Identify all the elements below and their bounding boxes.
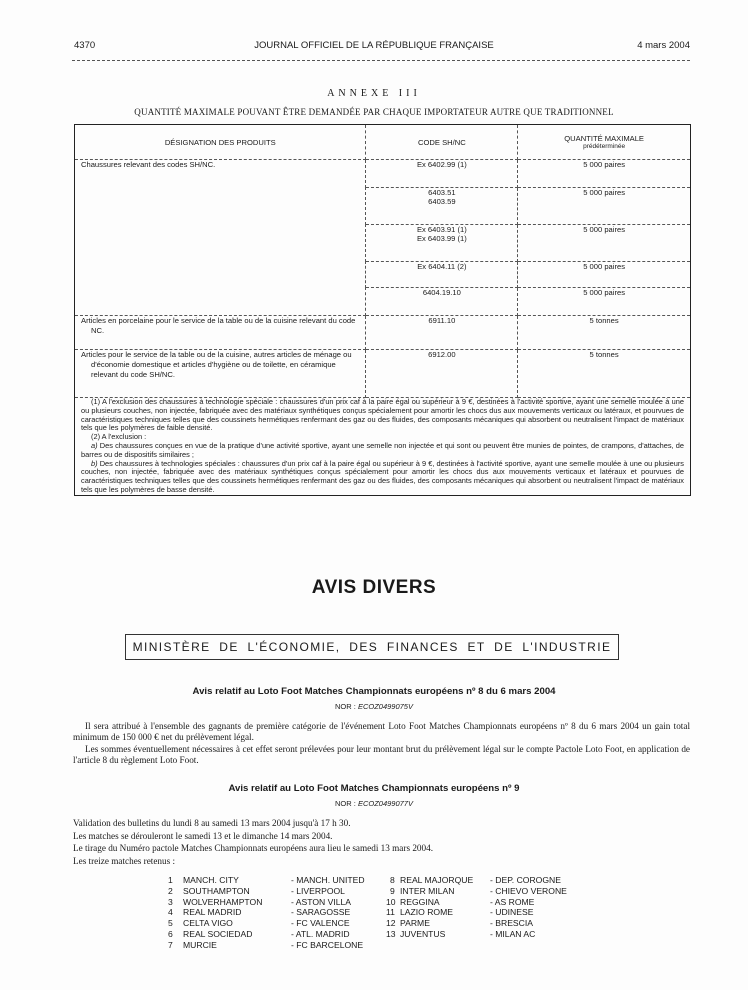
- annex-title: ANNEXE III: [327, 88, 421, 99]
- header-quantity: [518, 125, 691, 160]
- match-away-team: - FC BARCELONE: [291, 939, 364, 950]
- match-number: 3: [168, 896, 173, 907]
- code-cell: 6911.10: [366, 316, 518, 350]
- footnotes-row: [75, 398, 691, 496]
- table-row: [75, 160, 691, 188]
- avis-2-title: Avis relatif au Loto Foot Matches Championnats européens nº 9: [228, 783, 520, 794]
- header-rule: [72, 60, 690, 61]
- match-home-team: WOLVERHAMPTON: [183, 896, 263, 907]
- avis-2-nor: NOR : ECOZ0499077V: [335, 799, 413, 808]
- page-number: 4370: [74, 40, 96, 51]
- code-cell: 6403.51 6403.59: [366, 188, 518, 225]
- match-away-team: - ASTON VILLA: [291, 896, 352, 907]
- match-row: [168, 918, 588, 929]
- quantity-cell: 5 000 paires: [518, 288, 691, 316]
- header-quantity-sub: prédéterminée: [583, 143, 626, 150]
- ministry-banner: MINISTÈRE DE L'ÉCONOMIE, DES FINANCES ET DE L'INDUSTRIE: [125, 634, 619, 660]
- footnote-1: (1) A l'exclusion des chaussures à technologie spéciale : chaussures d'un prix caf à la paire égal ou supérieur à 9 €, destinées à l'activité sportive, ayant une semelle moulée à une ou plusieurs couches, non injectée, fabriquée avec des matériaux synthétiques conçus spécialement pour amortir les chocs dus aux mouvements verticaux ou latéraux, et pourvues de caractéristiques techniques telles que des coussinets hermétiques renfermant des gaz ou des fluides, des composants mécaniques qui absorbent ou neutralisent l'impact de matériaux tels que les polymères de faible densité.: [81, 397, 684, 433]
- match-row: [168, 897, 588, 908]
- match-home-team: REAL MADRID: [183, 907, 242, 918]
- match-away-team: - SARAGOSSE: [291, 907, 351, 918]
- match-number: 1: [168, 875, 173, 885]
- match-number: 2: [168, 885, 173, 896]
- quantity-cell: 5 tonnes: [518, 350, 691, 398]
- avis-1-title: Avis relatif au Loto Foot Matches Championnats européens nº 8 du 6 mars 2004: [192, 686, 556, 697]
- avis-1-body: [73, 721, 690, 766]
- match-home-team: PARME: [400, 918, 430, 929]
- table-row: [75, 316, 691, 350]
- match-away-team: - AS ROME: [490, 896, 535, 907]
- table-row: [75, 350, 691, 398]
- paragraph: Validation des bulletins du lundi 8 au samedi 13 mars 2004 jusqu'à 17 h 30.: [73, 818, 351, 828]
- paragraph: Le tirage du Numéro pactole Matches Championnats européens aura lieu le samedi 13 mars 2004.: [73, 843, 433, 854]
- match-number: 9: [390, 885, 395, 896]
- issue-date: 4 mars 2004: [637, 40, 690, 51]
- match-number: 8: [390, 875, 395, 885]
- match-away-team: - DEP. COROGNE: [490, 875, 561, 885]
- designation-cell: Articles en porcelaine pour le service de la table ou de la cuisine relevant du code NC.: [75, 316, 366, 350]
- header-code: CODE SH/NC: [366, 125, 518, 160]
- paragraph: Il sera attribué à l'ensemble des gagnants de première catégorie de l'événement Loto Foot Matches Championnats européens nº 8 du 6 mars 2004 un gain total minimum de 150 000 € net du prélèvement légal.: [73, 721, 690, 743]
- match-number: 7: [168, 939, 173, 950]
- match-home-team: LAZIO ROME: [400, 907, 454, 918]
- match-away-team: - MILAN AC: [490, 928, 536, 939]
- code-cell: 6404.19.10: [366, 288, 518, 316]
- match-number: 11: [386, 907, 395, 918]
- match-row: [168, 940, 588, 951]
- table-header-row: [75, 125, 691, 160]
- match-away-team: - BRESCIA: [490, 918, 533, 929]
- match-row: [168, 907, 588, 918]
- footnotes: [75, 398, 691, 496]
- section-title: AVIS DIVERS: [311, 577, 437, 598]
- designation-cell: Articles pour le service de la table ou de la cuisine, autres articles de ménage ou d'économie domestique et articles d'hygiène ou de toilette, en céramique relevant du code SH/NC.: [75, 350, 366, 398]
- annex-subtitle: QUANTITÉ MAXIMALE POUVANT ÊTRE DEMANDÉE PAR CHAQUE IMPORTATEUR AUTRE QUE TRADITIONNEL: [134, 107, 614, 117]
- match-home-team: INTER MILAN: [400, 885, 455, 896]
- match-away-team: - ATL. MADRID: [291, 928, 350, 939]
- match-home-team: SOUTHAMPTON: [183, 885, 250, 896]
- annex-table: [74, 124, 691, 496]
- paragraph: Les sommes éventuellement nécessaires à cet effet seront prélevées pour leur montant brut du prélèvement légal sur le compte Pactole Loto Foot, en application de l'article 8 du règlement Loto Foot.: [73, 743, 690, 765]
- match-number: 13: [386, 928, 396, 939]
- code-cell: Ex 6404.11 (2): [366, 262, 518, 288]
- match-home-team: JUVENTUS: [400, 928, 446, 939]
- match-home-team: REAL MAJORQUE: [400, 875, 474, 885]
- code-cell: 6912.00: [366, 350, 518, 398]
- quantity-cell: 5 000 paires: [518, 160, 691, 188]
- match-away-team: - CHIEVO VERONE: [490, 885, 567, 896]
- quantity-cell: 5 000 paires: [518, 188, 691, 225]
- match-home-team: MANCH. CITY: [183, 875, 239, 885]
- footnote-2: (2) A l'exclusion :: [91, 432, 147, 442]
- footnote-2a: a) Des chaussures conçues en vue de la pratique d'une activité sportive, ayant une semelle non injectée et qui sont ou peuvent être munies de pointes, de crampons, d'attaches, de barres ou de dispositifs similaires ;: [81, 440, 684, 459]
- designation-cell: Chaussures relevant des codes SH/NC.: [75, 160, 366, 316]
- match-home-team: REAL SOCIEDAD: [183, 928, 253, 939]
- paragraph: Les matches se dérouleront le samedi 13 et le dimanche 14 mars 2004.: [73, 830, 333, 841]
- match-home-team: MURCIE: [183, 939, 217, 950]
- match-number: 6: [168, 928, 173, 939]
- match-row: [168, 875, 588, 886]
- code-cell: Ex 6403.91 (1) Ex 6403.99 (1): [366, 225, 518, 262]
- match-number: 5: [168, 918, 173, 929]
- match-away-team: - FC VALENCE: [291, 918, 350, 929]
- quantity-cell: 5 000 paires: [518, 225, 691, 262]
- match-row: [168, 886, 588, 897]
- code-cell: Ex 6402.99 (1): [366, 160, 518, 188]
- avis-2-body: [73, 817, 690, 868]
- match-number: 4: [168, 907, 173, 918]
- quantity-cell: 5 000 paires: [518, 262, 691, 288]
- match-home-team: CELTA VIGO: [183, 918, 233, 929]
- match-away-team: - LIVERPOOL: [291, 885, 345, 896]
- paragraph: Les treize matches retenus :: [73, 856, 176, 867]
- footnote-2b: b) Des chaussures à technologies spéciales : chaussures d'un prix caf à la paire égal ou supérieur à 9 €, destinées à l'activité sportive, ayant une semelle moulée à une ou plusieurs couches, non injectée, fabriquée avec des matériaux synthétiques conçus spécialement pour amortir les chocs dus aux mouvements verticaux et latéraux et pourvues de caractéristiques techniques telles que des coussinets hermétiques renfermant des gaz ou des fluides, des composants mécaniques qui absorbent ou neutralisent l'impact de matériaux tels que les polymères de basse densité.: [81, 458, 684, 494]
- journal-title: JOURNAL OFFICIEL DE LA RÉPUBLIQUE FRANÇAISE: [254, 40, 494, 51]
- matches-list: [168, 875, 588, 951]
- quantity-cell: 5 tonnes: [518, 316, 691, 350]
- match-away-team: - MANCH. UNITED: [291, 875, 365, 885]
- match-away-team: - UDINESE: [490, 907, 534, 918]
- header-quantity-label: QUANTITÉ MAXIMALE: [564, 134, 644, 143]
- match-number: 12: [386, 918, 396, 929]
- match-number: 10: [386, 896, 396, 907]
- match-home-team: REGGINA: [400, 896, 440, 907]
- match-row: [168, 929, 588, 940]
- header-designation: DÉSIGNATION DES PRODUITS: [75, 125, 366, 160]
- avis-1-nor: NOR : ECOZ0499075V: [335, 702, 413, 711]
